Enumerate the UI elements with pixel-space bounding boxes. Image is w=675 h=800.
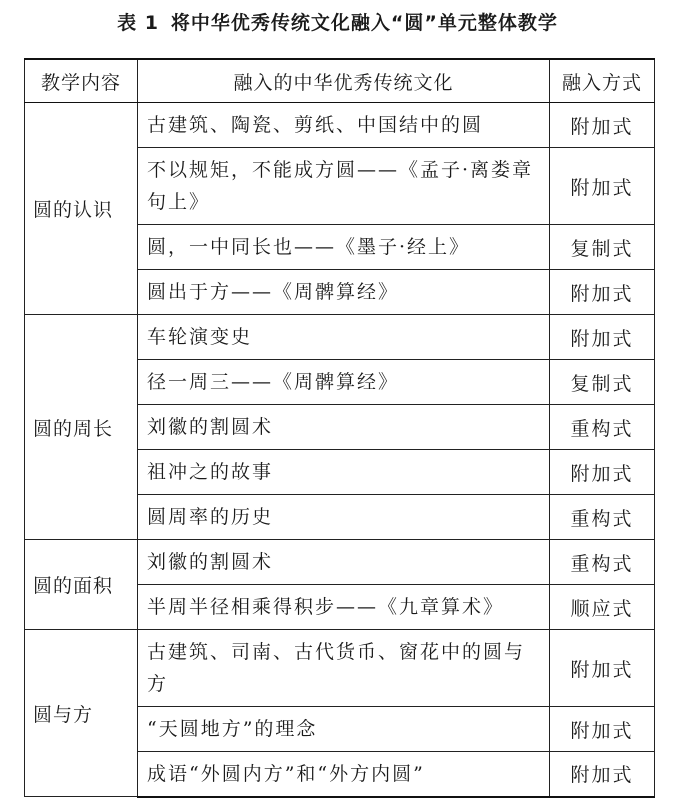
method-cell: 顺应式: [550, 585, 655, 630]
content-cell: 圆周率的历史: [138, 495, 550, 540]
header-teaching-content: 教学内容: [25, 59, 138, 103]
content-cell: 径一周三——《周髀算经》: [138, 360, 550, 405]
method-cell: 附加式: [550, 752, 655, 797]
content-cell: 刘徽的割圆术: [138, 540, 550, 585]
method-cell: 复制式: [550, 225, 655, 270]
method-cell: 复制式: [550, 360, 655, 405]
category-cell: 圆与方: [25, 630, 138, 797]
table-title: 将中华优秀传统文化融入“圆”单元整体教学: [170, 12, 558, 34]
method-cell: 重构式: [550, 495, 655, 540]
table-row: [25, 315, 655, 360]
table-number: 表 1: [117, 12, 159, 34]
content-cell: 祖冲之的故事: [138, 450, 550, 495]
method-cell: 重构式: [550, 405, 655, 450]
method-cell: 重构式: [550, 540, 655, 585]
content-cell: 成语“外圆内方”和“外方内圆”: [138, 752, 550, 797]
content-cell: 古建筑、陶瓷、剪纸、中国结中的圆: [138, 103, 550, 148]
category-cell: 圆的周长: [25, 315, 138, 540]
content-cell: 车轮演变史: [138, 315, 550, 360]
method-cell: 附加式: [550, 315, 655, 360]
content-cell: 不以规矩，不能成方圆——《孟子·离娄章句上》: [138, 148, 550, 225]
header-row: [25, 59, 655, 103]
content-cell: 刘徽的割圆术: [138, 405, 550, 450]
method-cell: 附加式: [550, 270, 655, 315]
content-cell: 圆出于方——《周髀算经》: [138, 270, 550, 315]
method-cell: 附加式: [550, 707, 655, 752]
method-cell: 附加式: [550, 103, 655, 148]
header-integration-method: 融入方式: [550, 59, 655, 103]
table-caption: [0, 8, 675, 35]
content-cell: 圆，一中同长也——《墨子·经上》: [138, 225, 550, 270]
curriculum-table: [24, 58, 655, 798]
category-cell: 圆的认识: [25, 103, 138, 315]
table-row: [25, 103, 655, 148]
method-cell: 附加式: [550, 450, 655, 495]
table-row: [25, 630, 655, 707]
table-row: [25, 540, 655, 585]
content-cell: 古建筑、司南、古代货币、窗花中的圆与方: [138, 630, 550, 707]
content-cell: 半周半径相乘得积步——《九章算术》: [138, 585, 550, 630]
header-traditional-culture: 融入的中华优秀传统文化: [138, 59, 550, 103]
method-cell: 附加式: [550, 630, 655, 707]
category-cell: 圆的面积: [25, 540, 138, 630]
content-cell: “天圆地方”的理念: [138, 707, 550, 752]
method-cell: 附加式: [550, 148, 655, 225]
